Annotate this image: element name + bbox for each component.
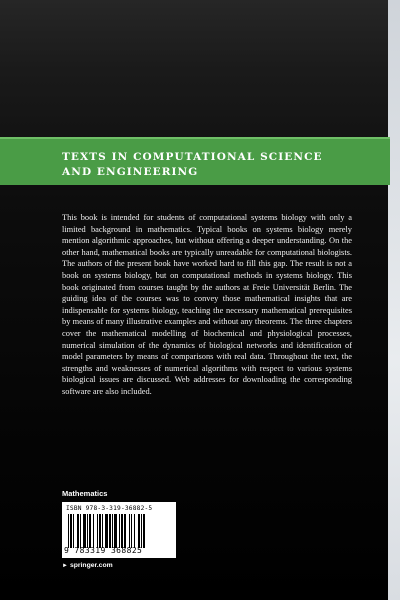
barcode-bar (119, 514, 120, 548)
arrow-icon: ► (62, 563, 68, 569)
barcode-bar (70, 514, 72, 548)
barcode-bar (102, 514, 103, 548)
barcode-bar (138, 514, 140, 548)
barcode-bar (97, 514, 98, 548)
isbn-label: ISBN 978-3-319-36882-5 (66, 505, 153, 512)
barcode-bar (87, 514, 88, 548)
spine-edge (388, 0, 400, 600)
barcode-bar (105, 514, 108, 548)
barcode-bar (143, 514, 145, 548)
barcode-bar (89, 514, 91, 548)
series-band-highlight (0, 137, 390, 139)
barcode-bar (134, 514, 135, 548)
barcode-bars (68, 514, 170, 548)
publisher-url (62, 562, 113, 569)
series-title-line-1: TEXTS IN COMPUTATIONAL SCIENCE (62, 151, 323, 163)
series-title (62, 150, 382, 180)
series-title-line-2: AND ENGINEERING (62, 166, 199, 178)
barcode-bar (99, 514, 101, 548)
barcode-digits: 9 783319 368825 (64, 546, 143, 555)
barcode-bar (141, 514, 142, 548)
barcode-bar (83, 514, 86, 548)
isbn-barcode (62, 502, 176, 558)
subject-label: Mathematics (62, 489, 108, 498)
barcode-bar (68, 514, 69, 548)
barcode-bar (77, 514, 79, 548)
barcode-bar (80, 514, 81, 548)
barcode-bar (121, 514, 123, 548)
publisher-url-text: springer.com (69, 562, 113, 569)
barcode-bar (93, 514, 94, 548)
barcode-bar (114, 514, 117, 548)
barcode-bar (109, 514, 111, 548)
barcode-bar (112, 514, 113, 548)
barcode-bar (124, 514, 126, 548)
book-description: This book is intended for students of computational systems biology with only a limited background in mathematics. Typical books on systems biology merely mention algorithmic approaches, but without offering a deeper understanding. On the other hand, mathematical books are typically unreadable for computational biologists. The authors of the present book have worked hard to fill this gap. The result is not a book on systems biology, but on computational methods in systems biology. This book originated from courses taught by the authors at Freie Universität Berlin. The guiding idea of the courses was to convey those mathematical insights that are indispensable for systems biology, teaching the necessary mathematical prerequisites by means of many illustrative examples and without any theorems. The three chapters cover the mathematical modelling of biochemical and physiological processes, numerical simulation of the dynamics of biological networks and identification of model parameters by means of comparisons with real data. Throughout the text, the strengths and weaknesses of numerical algorithms with respect to various systems biological issues are discussed. Web addresses for downloading the corresponding software are also included. (62, 213, 352, 396)
barcode-bar (73, 514, 74, 548)
barcode-bar (129, 514, 130, 548)
barcode-bar (131, 514, 132, 548)
